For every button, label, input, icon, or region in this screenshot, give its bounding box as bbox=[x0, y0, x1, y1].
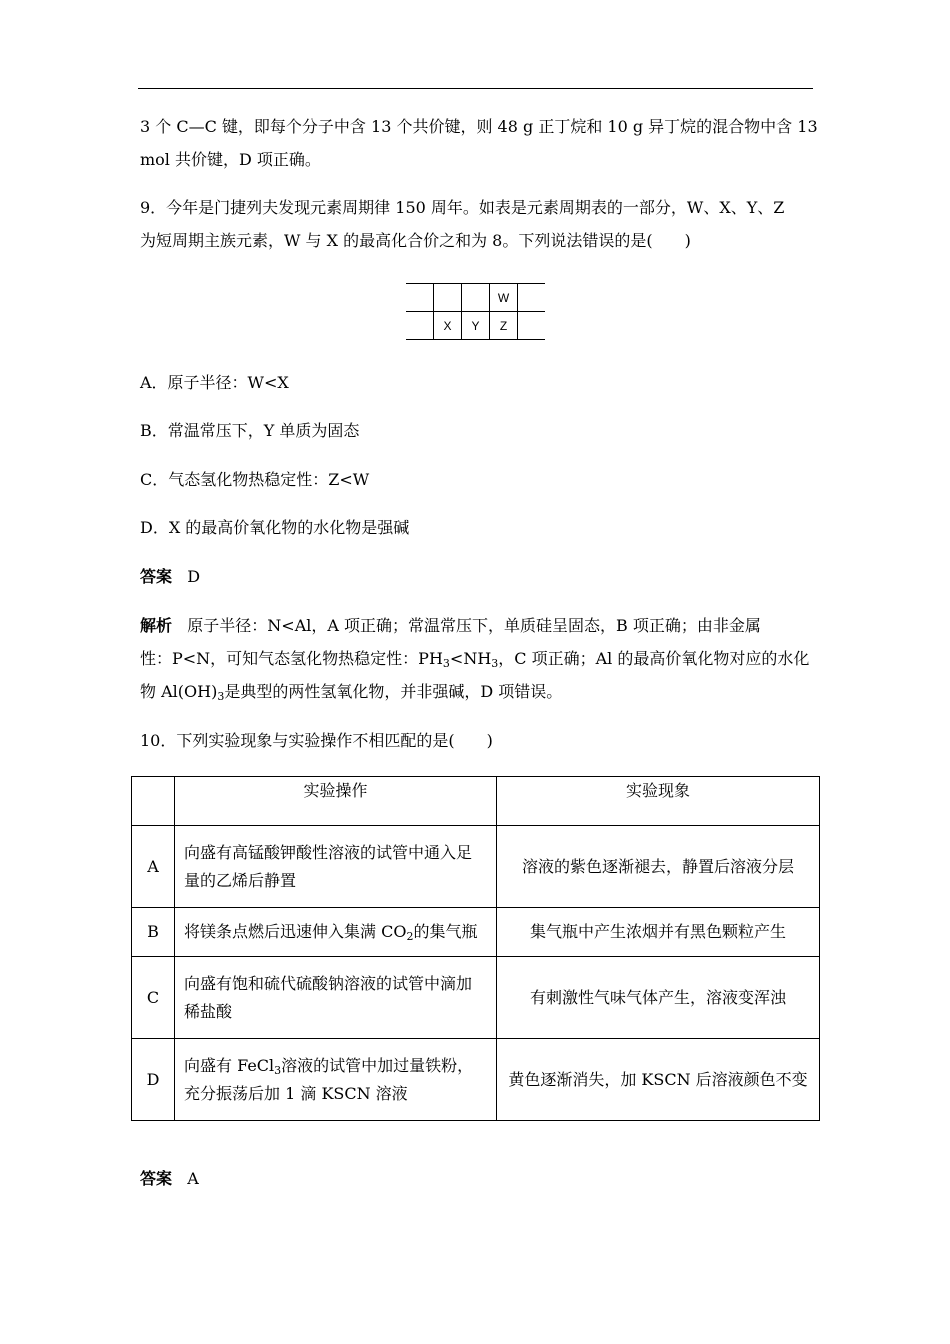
row-phenomenon: 黄色逐渐消失，加 KSCN 后溶液颜色不变 bbox=[497, 1039, 820, 1121]
header-operation: 实验操作 bbox=[175, 777, 497, 826]
header-phenomenon: 实验现象 bbox=[497, 777, 820, 826]
q9-option-b: B．常温常压下，Y 单质为固态 bbox=[140, 421, 360, 440]
row-label: B bbox=[132, 908, 175, 957]
op-line: 量的乙烯后静置 bbox=[184, 870, 297, 890]
header-empty-cell bbox=[132, 777, 175, 826]
answer-label: 答案 bbox=[140, 567, 173, 586]
table-row-b bbox=[132, 908, 820, 957]
row-operation bbox=[175, 826, 497, 908]
op-line: 稀盐酸 bbox=[184, 1001, 233, 1021]
q9-option-d: D．X 的最高价氧化物的水化物是强碱 bbox=[140, 518, 410, 537]
q10-stem: 10．下列实验现象与实验操作不相匹配的是( ) bbox=[140, 731, 493, 750]
q9-stem-line-1: 9．今年是门捷列夫发现元素周期律 150 周年。如表是元素周期表的一部分，W、X、Y、Z bbox=[140, 198, 785, 217]
subscript: 3 bbox=[442, 657, 450, 670]
table-row-c bbox=[132, 957, 820, 1039]
periodic-table-fragment bbox=[406, 283, 545, 340]
analysis-text: 性：P<N，可知气态氢化物热稳定性：PH bbox=[140, 649, 443, 668]
analysis-text: 物 Al(OH) bbox=[140, 682, 218, 701]
subscript: 2 bbox=[406, 930, 414, 943]
analysis-text: <NH bbox=[449, 649, 492, 668]
subscript: 3 bbox=[491, 657, 499, 670]
q9-analysis-line-2 bbox=[140, 649, 810, 670]
subscript: 3 bbox=[274, 1063, 282, 1077]
op-line: 的集气瓶 bbox=[413, 922, 478, 941]
subscript: 3 bbox=[217, 690, 225, 703]
row-label: A bbox=[132, 826, 175, 908]
pt-cell bbox=[434, 284, 462, 312]
header-rule bbox=[138, 88, 813, 89]
analysis-text: ，C 项正确；Al 的最高价氧化物对应的水化 bbox=[498, 649, 810, 668]
q9-option-c: C．气态氢化物热稳定性：Z<W bbox=[140, 470, 370, 489]
pt-cell bbox=[462, 284, 490, 312]
answer-value: A bbox=[187, 1169, 199, 1188]
pt-cell bbox=[406, 284, 434, 312]
q9-answer bbox=[140, 569, 200, 585]
prev-line-1: 3 个 C—C 键，即每个分子中含 13 个共价键，则 48 g 正丁烷和 10 g 异丁烷的混合物中含 13 bbox=[140, 117, 818, 136]
row-label: C bbox=[132, 957, 175, 1039]
row-operation bbox=[175, 957, 497, 1039]
op-line: 充分振荡后加 1 滴 KSCN 溶液 bbox=[184, 1083, 408, 1103]
op-line: 向盛有饱和硫代硫酸钠溶液的试管中滴加 bbox=[184, 973, 473, 993]
op-line: 向盛有高锰酸钾酸性溶液的试管中通入足 bbox=[184, 842, 473, 862]
prev-line-2: mol 共价键，D 项正确。 bbox=[140, 150, 321, 169]
row-phenomenon: 溶液的紫色逐渐褪去，静置后溶液分层 bbox=[497, 826, 820, 908]
periodic-row-1 bbox=[406, 284, 545, 312]
table-header-row bbox=[132, 777, 820, 826]
op-line: 溶液的试管中加过量铁粉， bbox=[281, 1055, 474, 1075]
op-line: 向盛有 FeCl bbox=[184, 1055, 275, 1075]
row-operation bbox=[175, 1039, 497, 1121]
q9-analysis-line-3 bbox=[140, 682, 563, 703]
table-row-d bbox=[132, 1039, 820, 1121]
row-phenomenon: 有刺激性气味气体产生，溶液变浑浊 bbox=[497, 957, 820, 1039]
pt-cell-z: Z bbox=[490, 312, 518, 340]
q9-analysis-line-1 bbox=[140, 618, 761, 634]
pt-cell-w: W bbox=[490, 284, 518, 312]
pt-cell bbox=[406, 312, 434, 340]
q9-stem-line-2: 为短周期主族元素，W 与 X 的最高化合价之和为 8。下列说法错误的是( ) bbox=[140, 231, 691, 250]
row-label: D bbox=[132, 1039, 175, 1121]
answer-label: 答案 bbox=[140, 1169, 173, 1188]
pt-cell-y: Y bbox=[462, 312, 490, 340]
pt-cell bbox=[518, 284, 546, 312]
q9-option-a: A．原子半径：W<X bbox=[140, 373, 289, 392]
q10-answer bbox=[140, 1171, 199, 1187]
pt-cell-x: X bbox=[434, 312, 462, 340]
table-row-a bbox=[132, 826, 820, 908]
analysis-label: 解析 bbox=[140, 616, 173, 635]
answer-value: D bbox=[187, 567, 201, 586]
analysis-text: 原子半径：N<Al，A 项正确；常温常压下，单质硅呈固态，B 项正确；由非金属 bbox=[187, 616, 761, 635]
analysis-text: 是典型的两性氢氧化物，并非强碱，D 项错误。 bbox=[224, 682, 563, 701]
experiment-table bbox=[131, 776, 820, 1121]
pt-cell bbox=[518, 312, 546, 340]
row-operation bbox=[175, 908, 497, 957]
op-line: 将镁条点燃后迅速伸入集满 CO bbox=[184, 922, 407, 941]
periodic-row-2 bbox=[406, 312, 545, 340]
row-phenomenon: 集气瓶中产生浓烟并有黑色颗粒产生 bbox=[497, 908, 820, 957]
